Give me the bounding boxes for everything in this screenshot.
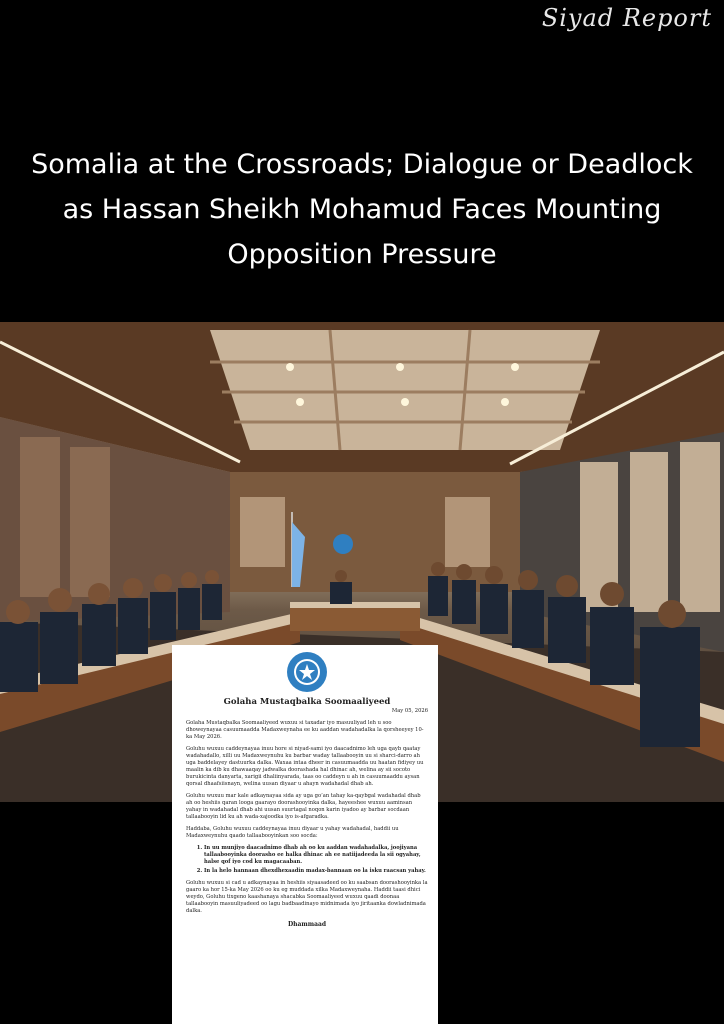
document-closing: Goluhu wuxuu si cad u adkaynayaa in heshiis siyaasadeed oo ku saabsan doorashooyinka la gaaro ka hor 15-ka May 2026 oo ku eg muddada xilka Madaxweynaha. Haddii taasi dhici weydo, Goluhu tixgeno kaashanaya shacabka Soomaaliyeed wuxuu qaadi doonaa tallaabooyin masuuliyadeed oo lagu badbaadinayo midnimada iyo jiritaanka dowladnimada dalka. bbox=[186, 880, 428, 914]
document-org-title: Golaha Mustaqbalka Soomaaliyeed bbox=[223, 697, 391, 707]
document-paragraph: Golaha Mustaqbalka Soomaaliyeed wuxuu si taxadar iyo masuuliyad leh u soo dhoweynayaa casuumaadda Madaxweynaha ee ku aaddan wadahadalka la qorsheeyey 10-ka May 2026. bbox=[186, 720, 424, 740]
conditions-list bbox=[194, 845, 428, 875]
document-date: May 05, 2026 bbox=[391, 708, 428, 714]
document-paragraph: Haddaba, Goluhu wuxuu caddeynayaa inuu diyaar u yahay wadahadal, haddii uu Madaxweynuhu qaado tallaabooyinkan soo socda: bbox=[186, 826, 399, 839]
headline: Somalia at the Crossroads; Dialogue or Deadlock as Hassan Sheikh Mohamud Faces Mounting Opposition Pressure bbox=[31, 149, 693, 270]
document-sign-off: Dhammaad bbox=[287, 921, 327, 928]
condition-item: 1. In uu munjiyo daacadnimo dhab ah oo ku aaddan wadahadalka, joojiyana tallaabooyinka doorasho ee halka dhinac ah ee natiijadeeda la sii ogyahay, halse qof iyo cod ku magacaaban. bbox=[204, 845, 428, 866]
press-statement-document bbox=[172, 645, 438, 1024]
condition-item: 2. In la helo hannaan dhexdhexaadin madax-bannaan oo la isku raacsan yahay. bbox=[204, 868, 428, 875]
document-paragraph: Goluhu wuxuu caddeynayaa inuu hore si niyad-sami iyo daacadnimo leh uga qayb qaatay wadahadallo, xilli uu Madaxweynuhu ku barbar waday tallaabooyin uu si sharci-darro ah uga baddelayey dastuurka dalka. Waxaa intaa dheer in casuumaadda uu haatan fidiyey uu maalin ka dib ku dhawaaqay jadwalka doorashada hal dhinac ah, welina ay sii socoto burukicinta danyarta, xarigii dhaliinyarada, taas oo caddeyn u ah in casuumaaddu aysan qorsal dhaafsiisnayn, welina uusan diyaar u ahayn wadahadal dhab ah. bbox=[186, 746, 424, 787]
brand-signature: Siyad Report bbox=[541, 4, 712, 32]
council-logo-icon bbox=[286, 651, 328, 693]
document-paragraph: Goluhu wuxuu mar kale adkaynayaa sida ay uga go’an tahay ka-qaybgal wadahadal dhab ah oo heshiis qaran looga gaarayo doorashooyinka dalka, hayeeshee wuxuu aaminsan yahay in wadahadal dhab ahi uusan suurtagal noqon karin iyadoo ay barbar socdaan tallaabooyin lid ku ah wada-xajoodka iyo is-afgaradka. bbox=[186, 793, 421, 820]
